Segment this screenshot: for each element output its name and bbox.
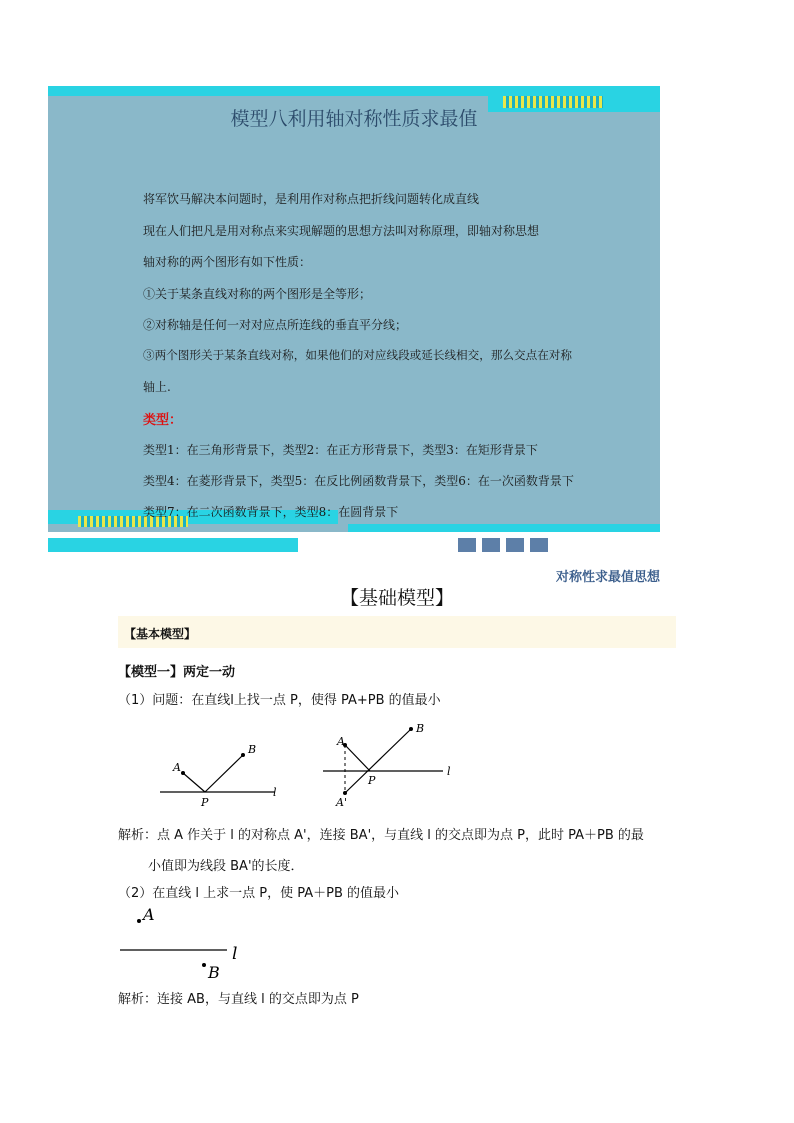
point-b: [202, 963, 206, 967]
analysis-2: 解析：连接 AB，与直线 l 的交点即为点 P: [118, 992, 359, 1007]
analysis-1-line2: 小值即为线段 BA'的长度．: [148, 859, 304, 874]
banner-line: ③两个图形关于某条直线对称，如果他们的对应线段或延长线相交，那么交点在对称: [143, 348, 572, 362]
banner-bottom-stripe: [48, 538, 298, 552]
type-line: 类型7：在二次函数背景下，类型8：在圆背景下: [143, 505, 399, 519]
label-a: A: [143, 905, 155, 924]
banner-line: 轴上.: [143, 380, 171, 394]
point-a: [137, 919, 141, 923]
model-heading: 【模型一】两定一动: [118, 665, 236, 680]
type-line: 类型4：在菱形背景下，类型5：在反比例函数背景下，类型6：在一次函数背景下: [143, 474, 574, 488]
banner-line: ②对称轴是任何一对对应点所连线的垂直平分线；: [143, 318, 408, 332]
analysis-1-line1: 解析：点 A 作关于 l 的对称点 A'，连接 BA'，与直线 l 的交点即为点 P，此时 PA＋PB 的最: [118, 828, 644, 843]
label-b: B: [416, 722, 425, 735]
banner-line: ①关于某条直线对称的两个图形是全等形；: [143, 287, 372, 301]
banner-line: 将军饮马解决本问题时，是利用作对称点把折线问题转化成直线: [143, 192, 480, 206]
banner-line: 现在人们把凡是用对称点来实现解题的思想方法叫对称原理，即轴对称思想: [143, 224, 540, 238]
label-l: l: [273, 786, 277, 799]
label-p: P: [368, 774, 376, 787]
section-title: 【基础模型】: [339, 587, 454, 609]
banner-bottom-stripe-right: [348, 524, 660, 532]
header-banner: [48, 86, 660, 552]
point-b: [409, 727, 413, 731]
banner-title: 模型八利用轴对称性质求最值: [230, 108, 478, 130]
point-b: [241, 753, 245, 757]
sub-heading: 【基本模型】: [124, 627, 197, 641]
label-b: B: [248, 743, 257, 756]
types-heading: 类型：: [143, 413, 183, 428]
segment-pa: [183, 773, 205, 792]
label-a: A: [337, 735, 345, 748]
banner-bars: [458, 538, 548, 552]
figure-points-opposite-sides: [115, 903, 255, 985]
sub-heading-bar: [118, 616, 676, 648]
question-2: （2）在直线 l 上求一点 P，使 PA＋PB 的值最小: [118, 886, 400, 901]
type-line: 类型1：在三角形背景下，类型2：在正方形背景下，类型3：在矩形背景下: [143, 443, 538, 457]
figure-reflection-left: [150, 715, 290, 810]
label-p: P: [201, 796, 209, 809]
topic-tag: 对称性求最值思想: [556, 570, 661, 585]
point-a: [181, 771, 185, 775]
question-1: （1）问题：在直线l上找一点 P，使得 PA+PB 的值最小: [118, 693, 441, 708]
label-a: A: [173, 761, 181, 774]
point-a-prime: [343, 791, 347, 795]
segment-pb: [205, 755, 243, 792]
label-l: l: [232, 944, 238, 964]
figure-reflection-right: [315, 715, 465, 815]
label-l: l: [447, 765, 451, 778]
label-b: B: [208, 963, 220, 982]
segment-ba-prime: [345, 729, 411, 793]
banner-line: 轴对称的两个图形有如下性质：: [143, 255, 312, 269]
segment-pa: [345, 745, 370, 771]
label-a-prime: A': [336, 796, 347, 809]
